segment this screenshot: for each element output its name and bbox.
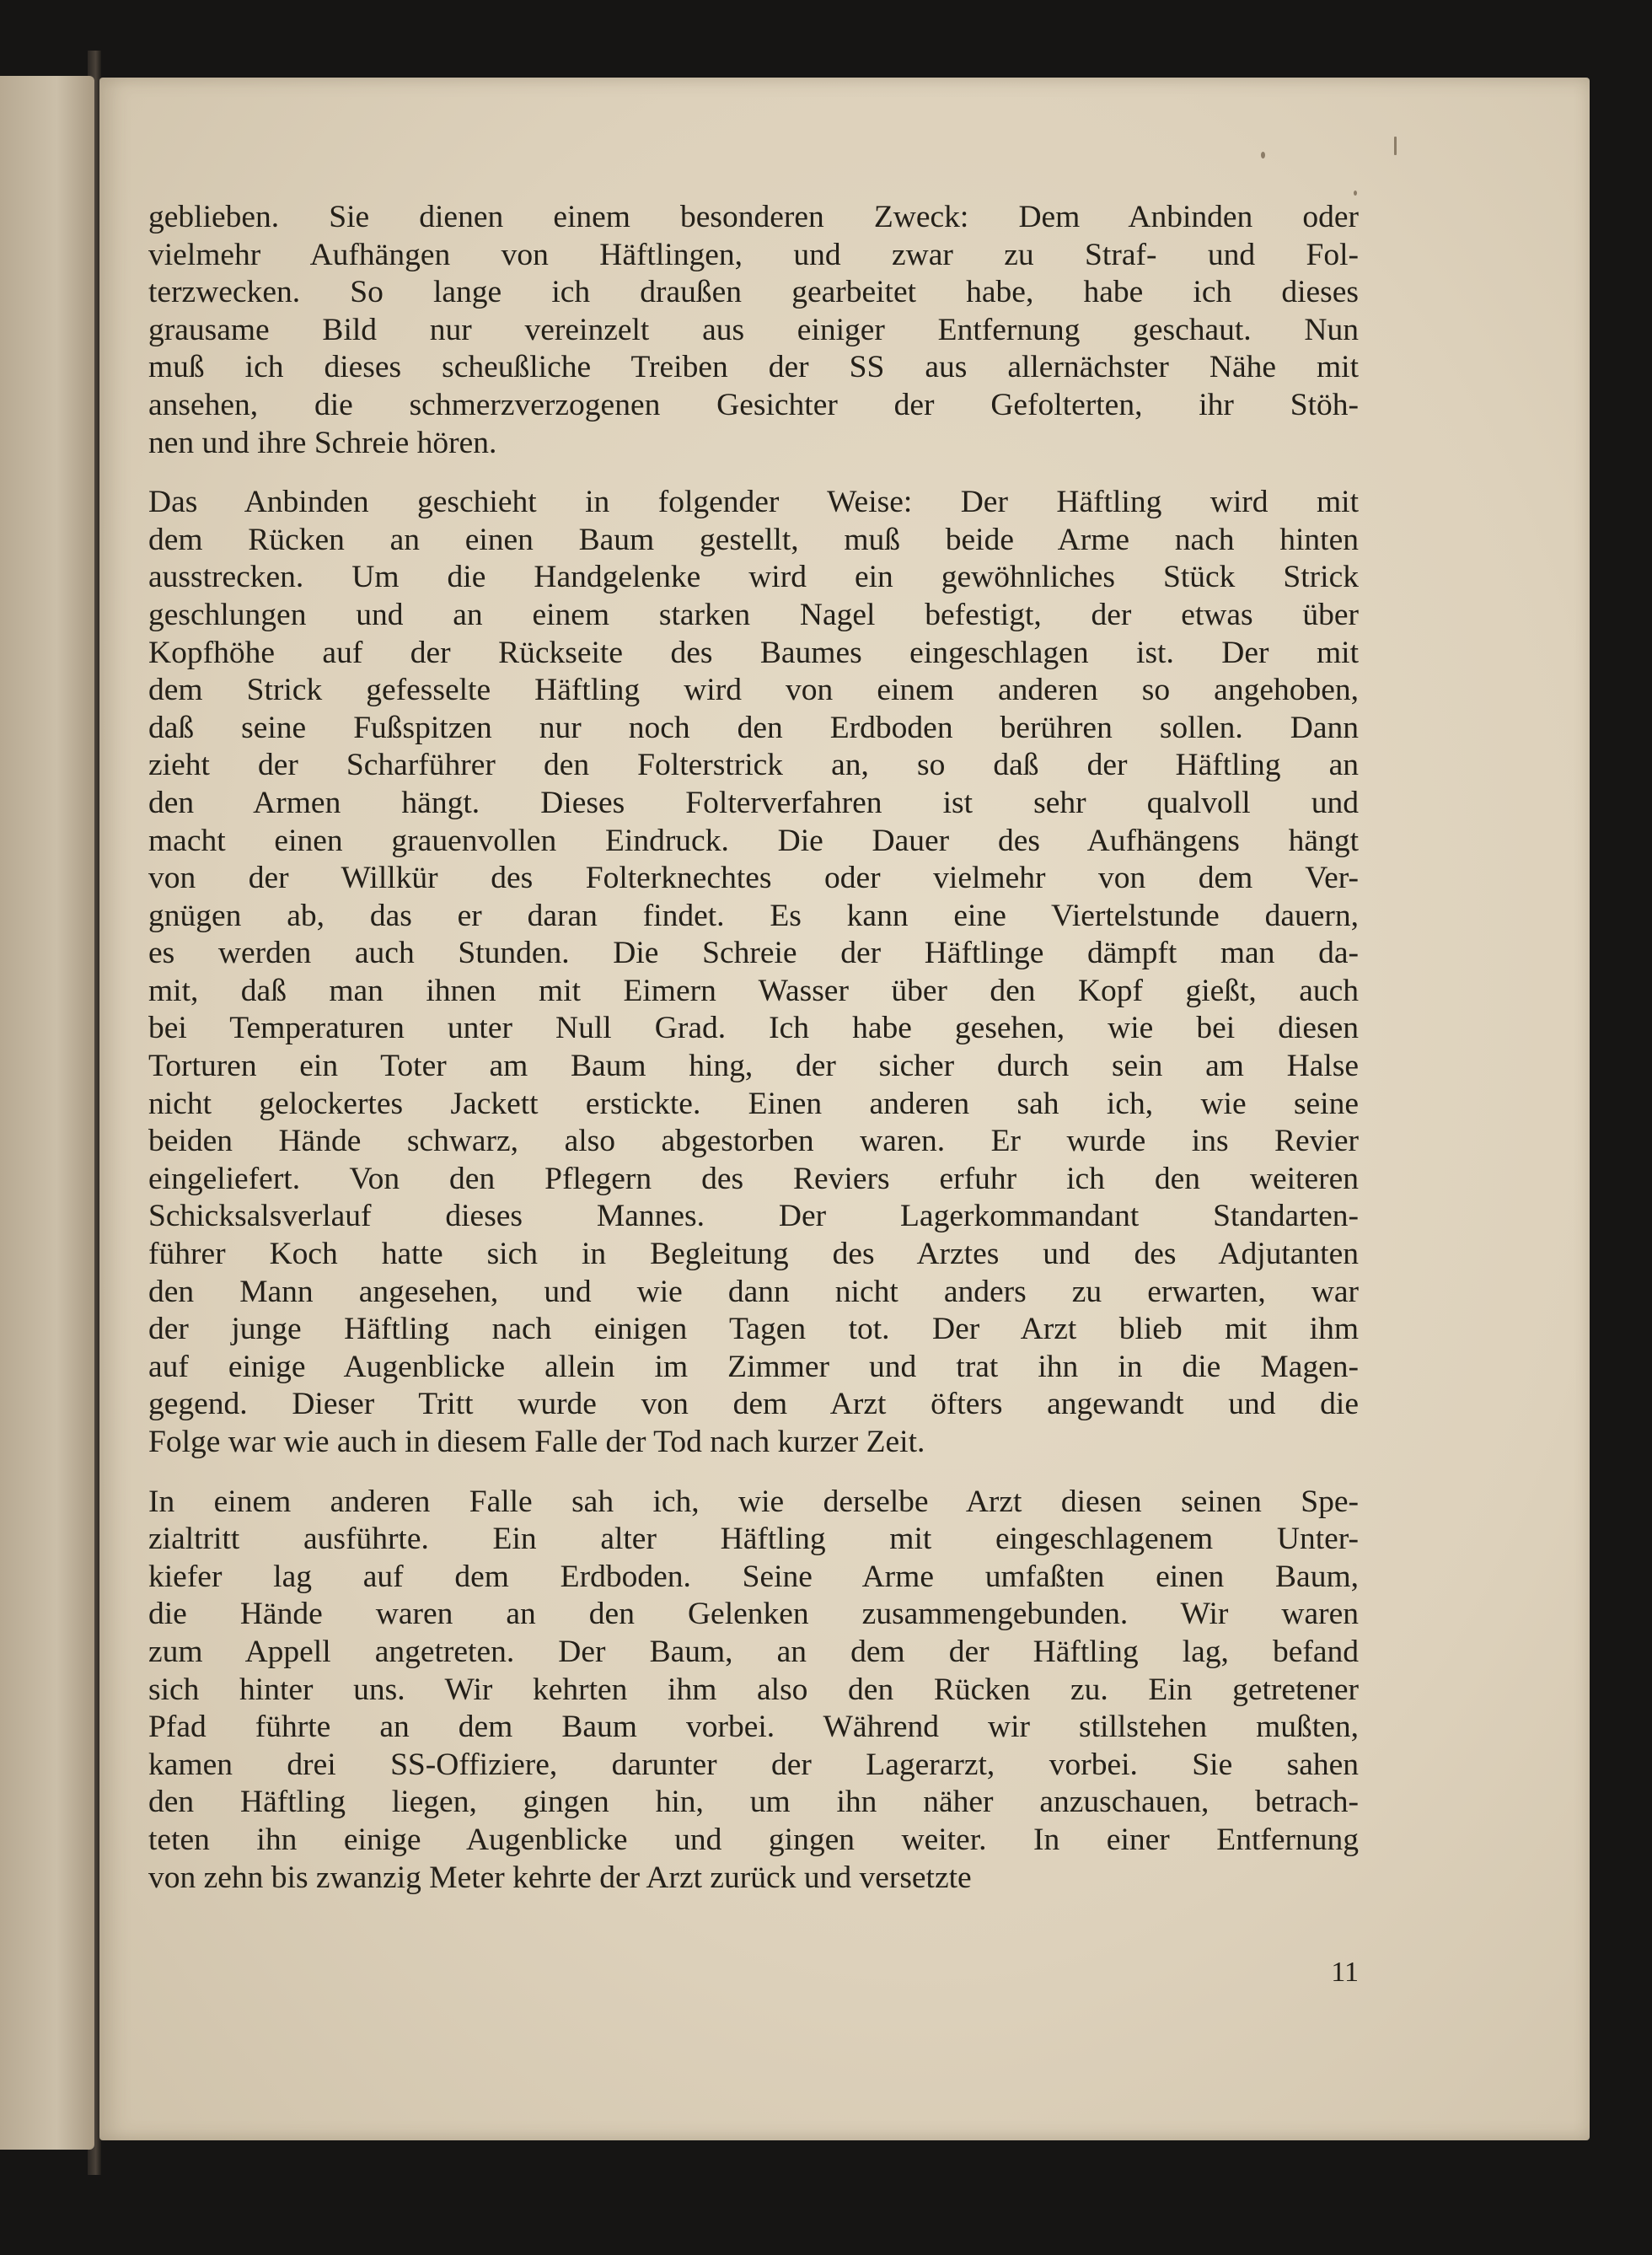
text-line: dem Rücken an einen Baum gestellt, muß beide Arme nach hinten [148,522,1359,557]
text-line: den Armen hängt. Dieses Folterverfahren ist sehr qualvoll und [148,785,1359,820]
text-line: von zehn bis zwanzig Meter kehrte der Arzt zurück und versetzte [148,1860,972,1895]
text-line: muß ich dieses scheußliche Treiben der SS aus allernächster Nähe mit [148,350,1359,385]
text-line: Schicksalsverlauf dieses Mannes. Der Lagerkommandant Standarten- [148,1199,1359,1234]
text-line: der junge Häftling nach einigen Tagen tot. Der Arzt blieb mit ihm [148,1312,1359,1347]
text-line: In einem anderen Falle sah ich, wie derselbe Arzt diesen seinen Spe- [148,1484,1359,1519]
text-line: dem Strick gefesselte Häftling wird von einem anderen so angehoben, [148,673,1359,708]
text-line: Das Anbinden geschieht in folgender Weise: Der Häftling wird mit [148,485,1359,520]
text-line: kamen drei SS-Offiziere, darunter der Lagerarzt, vorbei. Sie sahen [148,1747,1359,1782]
paragraph [148,484,1359,1461]
text-line: zialtritt ausführte. Ein alter Häftling mit eingeschlagenem Unter- [148,1522,1359,1557]
paper-speck [1354,191,1357,196]
text-line: vielmehr Aufhängen von Häftlingen, und zwar zu Straf- und Fol- [148,237,1359,272]
paragraph [148,1484,1359,1898]
text-line: ausstrecken. Um die Handgelenke wird ein gewöhnliches Stück Strick [148,560,1359,595]
text-line: den Häftling liegen, gingen hin, um ihn näher anzuschauen, betrach- [148,1785,1359,1820]
text-line: gnügen ab, das er daran findet. Es kann eine Viertelstunde dauern, [148,898,1359,933]
text-line: die Hände waren an den Gelenken zusammengebunden. Wir waren [148,1597,1359,1632]
text-line: nen und ihre Schreie hören. [148,425,497,460]
paper-speck [1394,137,1397,155]
text-line: auf einige Augenblicke allein im Zimmer und trat ihn in die Magen- [148,1349,1359,1384]
text-line: führer Koch hatte sich in Begleitung des Arztes und des Adjutanten [148,1237,1359,1272]
text-line: sich hinter uns. Wir kehrten ihm also den Rücken zu. Ein getretener [148,1672,1359,1707]
text-line: nicht gelockertes Jackett erstickte. Einen anderen sah ich, wie seine [148,1086,1359,1121]
text-line: terzwecken. So lange ich draußen gearbeitet habe, habe ich dieses [148,275,1359,310]
text-line: den Mann angesehen, und wie dann nicht anders zu erwarten, war [148,1274,1359,1309]
paper-speck [1261,152,1265,158]
text-line: Folge war wie auch in diesem Falle der Tod nach kurzer Zeit. [148,1425,925,1459]
text-line: von der Willkür des Folterknechtes oder vielmehr von dem Ver- [148,861,1359,896]
text-line: macht einen grauenvollen Eindruck. Die Dauer des Aufhängens hängt [148,823,1359,858]
text-line: daß seine Fußspitzen nur noch den Erdboden berühren sollen. Dann [148,710,1359,745]
text-line: es werden auch Stunden. Die Schreie der Häftlinge dämpft man da- [148,936,1359,971]
text-line: ansehen, die schmerzverzogenen Gesichter der Gefolterten, ihr Stöh- [148,387,1359,422]
text-line: gegend. Dieser Tritt wurde von dem Arzt öfters angewandt und die [148,1387,1359,1422]
text-line: Torturen ein Toter am Baum hing, der sicher durch sein am Halse [148,1049,1359,1084]
text-line: mit, daß man ihnen mit Eimern Wasser über den Kopf gießt, auch [148,973,1359,1008]
paragraph [148,199,1359,462]
text-line: grausame Bild nur vereinzelt aus einiger Entfernung geschaut. Nun [148,312,1359,347]
text-line: eingeliefert. Von den Pflegern des Reviers erfuhr ich den weiteren [148,1161,1359,1196]
text-line: kiefer lag auf dem Erdboden. Seine Arme umfaßten einen Baum, [148,1559,1359,1594]
page-body-text [148,199,1359,1897]
text-line: beiden Hände schwarz, also abgestorben waren. Er wurde ins Revier [148,1124,1359,1159]
text-line: zum Appell angetreten. Der Baum, an dem der Häftling lag, befand [148,1634,1359,1669]
text-line: Kopfhöhe auf der Rückseite des Baumes eingeschlagen ist. Der mit [148,635,1359,670]
page-number: 11 [1331,1957,1359,1988]
text-line: geschlungen und an einem starken Nagel befestigt, der etwas über [148,597,1359,632]
text-line: Pfad führte an dem Baum vorbei. Während wir stillstehen mußten, [148,1710,1359,1745]
facing-page-edge [0,76,94,2150]
text-line: teten ihn einige Augenblicke und gingen weiter. In einer Entfernung [148,1822,1359,1857]
text-line: zieht der Scharführer den Folterstrick an, so daß der Häftling an [148,748,1359,783]
text-line: geblieben. Sie dienen einem besonderen Zweck: Dem Anbinden oder [148,200,1359,234]
text-line: bei Temperaturen unter Null Grad. Ich habe gesehen, wie bei diesen [148,1011,1359,1046]
